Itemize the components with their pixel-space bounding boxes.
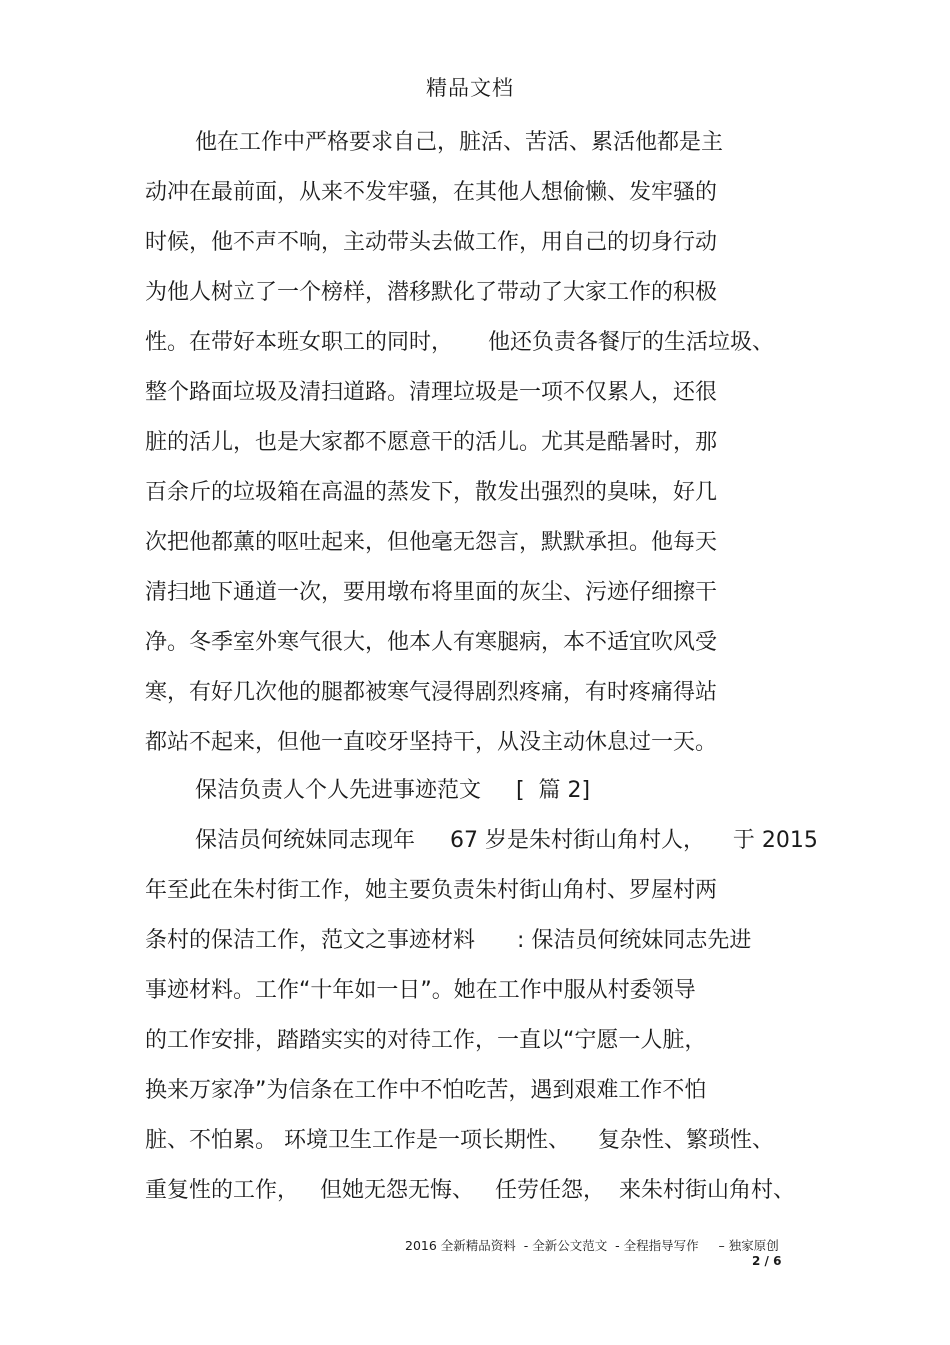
paragraph-line: 都站不起来，但他一直咬牙坚持干，从没主动休息过一天。 <box>145 730 718 755</box>
paragraph-line: 寒，有好几次他的腿都被寒气浸得剧烈疼痛，有时疼痛得站 <box>145 680 718 705</box>
page-number: 2 / 6 <box>752 1254 782 1268</box>
paragraph-line: 净。冬季室外寒气很大，他本人有寒腿病，本不适宜吹风受 <box>145 630 718 655</box>
paragraph-line: 百余斤的垃圾箱在高温的蒸发下，散发出强烈的臭味，好几 <box>145 480 718 505</box>
paragraph-line: 脏、不怕累。 环境卫生工作是一项长期性、 复杂性、繁琐性、 <box>145 1128 774 1153</box>
paragraph-line: 性。在带好本班女职工的同时， 他还负责各餐厅的生活垃圾、 <box>145 330 774 355</box>
paragraph-line: 重复性的工作， 但她无怨无悔、 任劳任怨， 来朱村街山角村、 <box>145 1178 795 1203</box>
paragraph-line: 保洁员何统妹同志现年 67 岁是朱村街山角村人， 于 2015 <box>195 828 818 853</box>
paragraph-line: 事迹材料。工作“十年如一日”。她在工作中服从村委领导 <box>145 978 696 1003</box>
paragraph-line: 条村的保洁工作，范文之事迹材料 : 保洁员何统妹同志先进 <box>145 928 752 953</box>
paragraph-line: 年至此在朱村街工作，她主要负责朱村街山角村、罗屋村两 <box>145 878 718 903</box>
paragraph-line: 清扫地下通道一次，要用墩布将里面的灰尘、污迹仔细擦干 <box>145 580 718 605</box>
paragraph-line: 动冲在最前面，从来不发牢骚，在其他人想偷懒、发牢骚的 <box>145 180 718 205</box>
paragraph-line: 时候，他不声不响，主动带头去做工作，用自己的切身行动 <box>145 230 718 255</box>
paragraph-line: 换来万家净”为信条在工作中不怕吃苦，遇到艰难工作不怕 <box>145 1078 707 1103</box>
paragraph-line: 次把他都薰的呕吐起来，但他毫无怨言，默默承担。他每天 <box>145 530 718 555</box>
paragraph-line: 的工作安排，踏踏实实的对待工作，一直以“宁愿一人脏， <box>145 1028 707 1053</box>
section-heading: 保洁负责人个人先进事迹范文 [ 篇 2] <box>195 778 591 803</box>
paragraph-line: 为他人树立了一个榜样，潜移默化了带动了大家工作的积极 <box>145 280 718 305</box>
paragraph-line: 他在工作中严格要求自己，脏活、苦活、累活他都是主 <box>195 130 724 155</box>
page-footer-text: 2016 全新精品资料 - 全新公文范文 - 全程指导写作 – 独家原创 <box>405 1238 779 1253</box>
paragraph-line: 脏的活儿，也是大家都不愿意干的活儿。尤其是酷暑时，那 <box>145 430 718 455</box>
page-header-title: 精品文档 <box>426 76 514 100</box>
paragraph-line: 整个路面垃圾及清扫道路。清理垃圾是一项不仅累人，还很 <box>145 380 718 405</box>
